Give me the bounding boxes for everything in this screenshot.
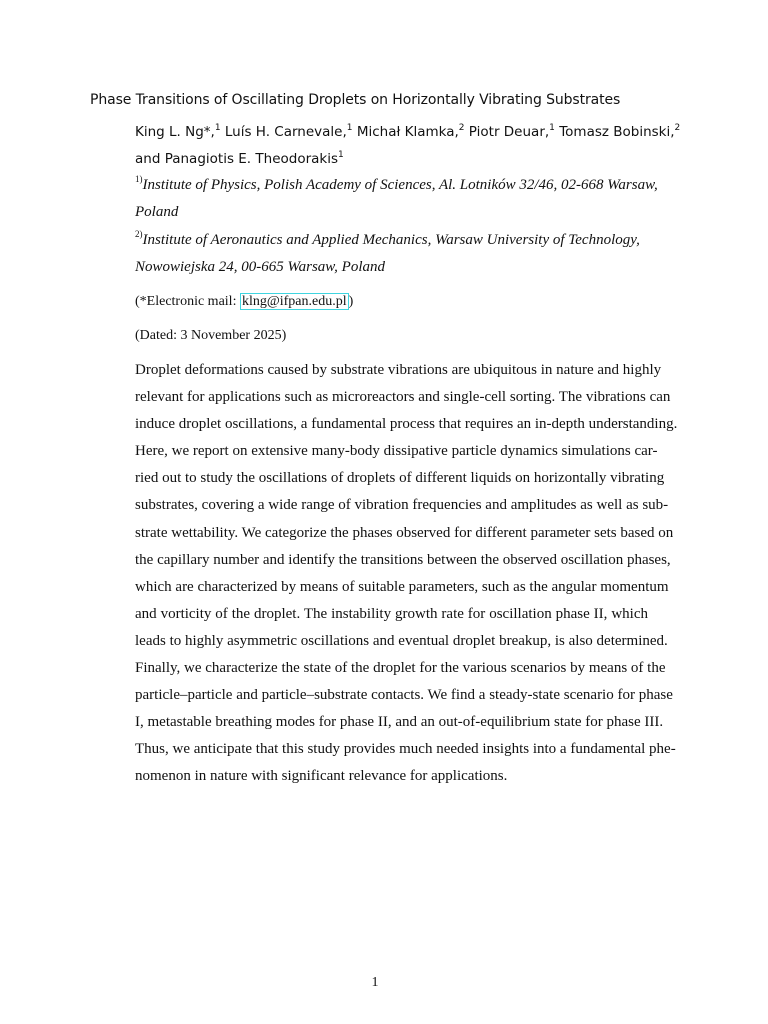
author-name: King L. Ng*, xyxy=(135,124,215,140)
author-affiliation-mark: 2 xyxy=(674,122,681,133)
author-name: Piotr Deuar, xyxy=(468,124,550,140)
author-name: Michał Klamka, xyxy=(356,124,459,140)
abstract-line: the capillary number and identify the transitions between the observed oscillation phases, xyxy=(135,551,671,568)
email-suffix: ) xyxy=(348,294,354,309)
author-affiliation-mark: 1 xyxy=(338,149,344,160)
abstract-line: nomenon in nature with significant relevance for applications. xyxy=(135,768,508,785)
author-affiliation-mark: 2 xyxy=(458,122,465,133)
abstract-line: leads to highly asymmetric oscillations and eventual droplet breakup, is also determined. xyxy=(135,632,668,649)
author-name: Tomasz Bobinski, xyxy=(559,124,675,140)
abstract-line: and vorticity of the droplet. The instability growth rate for oscillation phase II, which xyxy=(135,605,648,622)
paper-title: Phase Transitions of Oscillating Droplets on Horizontally Vibrating Substrates xyxy=(90,92,621,108)
author-affiliation-mark: 1 xyxy=(214,122,221,133)
author-name: Luís H. Carnevale, xyxy=(224,124,347,140)
affiliation-text: Institute of Physics, Polish Academy of Sciences, Al. Lotników 32/46, 02-668 Warsaw, Poland xyxy=(135,177,658,220)
abstract-line: which are characterized by means of suitable parameters, such as the angular momentum xyxy=(135,578,669,595)
author-name: and Panagiotis E. Theodorakis xyxy=(135,151,339,167)
abstract-line: strate wettability. We categorize the phases observed for different parameter sets based on xyxy=(135,524,674,541)
date-line: (Dated: 3 November 2025) xyxy=(135,328,287,343)
page-number: 1 xyxy=(371,975,379,990)
abstract-line: Finally, we characterize the state of the droplet for the various scenarios by means of the xyxy=(135,660,666,677)
affiliation-text: Institute of Aeronautics and Applied Mechanics, Warsaw University of Technology, Nowowiejska 24, 00-665 Warsaw, Poland xyxy=(135,232,640,275)
abstract-line: Droplet deformations caused by substrate vibrations are ubiquitous in nature and highly xyxy=(135,362,662,378)
abstract-line: ried out to study the oscillations of droplets of different liquids on horizontally vibrating xyxy=(135,470,665,487)
affiliation-1 xyxy=(135,172,695,226)
abstract-line: Here, we report on extensive many-body dissipative particle dynamics simulations car- xyxy=(135,443,658,460)
author-affiliation-mark: 1 xyxy=(549,122,555,133)
contact-email xyxy=(135,292,353,312)
abstract-line: induce droplet oscillations, a fundamental process that requires an in-depth understanding. xyxy=(135,416,678,433)
abstract-line: Thus, we anticipate that this study provides much needed insights into a fundamental phe- xyxy=(135,741,676,758)
affiliation-mark: 2) xyxy=(135,229,143,239)
abstract-line: particle–particle and particle–substrate contacts. We find a steady-state scenario for phase xyxy=(135,687,673,704)
abstract-line: substrates, covering a wide range of vibration frequencies and amplitudes as well as sub- xyxy=(135,497,669,514)
abstract-line: relevant for applications such as microreactors and single-cell sorting. The vibrations can xyxy=(135,389,671,406)
author-affiliation-mark: 1 xyxy=(346,122,353,133)
abstract xyxy=(135,357,678,791)
email-prefix: (*Electronic mail: xyxy=(135,294,240,309)
affiliation-2 xyxy=(135,227,695,281)
author-list xyxy=(135,119,695,173)
email-link[interactable]: klng@ifpan.edu.pl xyxy=(241,294,347,309)
abstract-line: I, metastable breathing modes for phase II, and an out-of-equilibrium state for phase III. xyxy=(135,714,664,731)
affiliation-mark: 1) xyxy=(135,174,143,184)
